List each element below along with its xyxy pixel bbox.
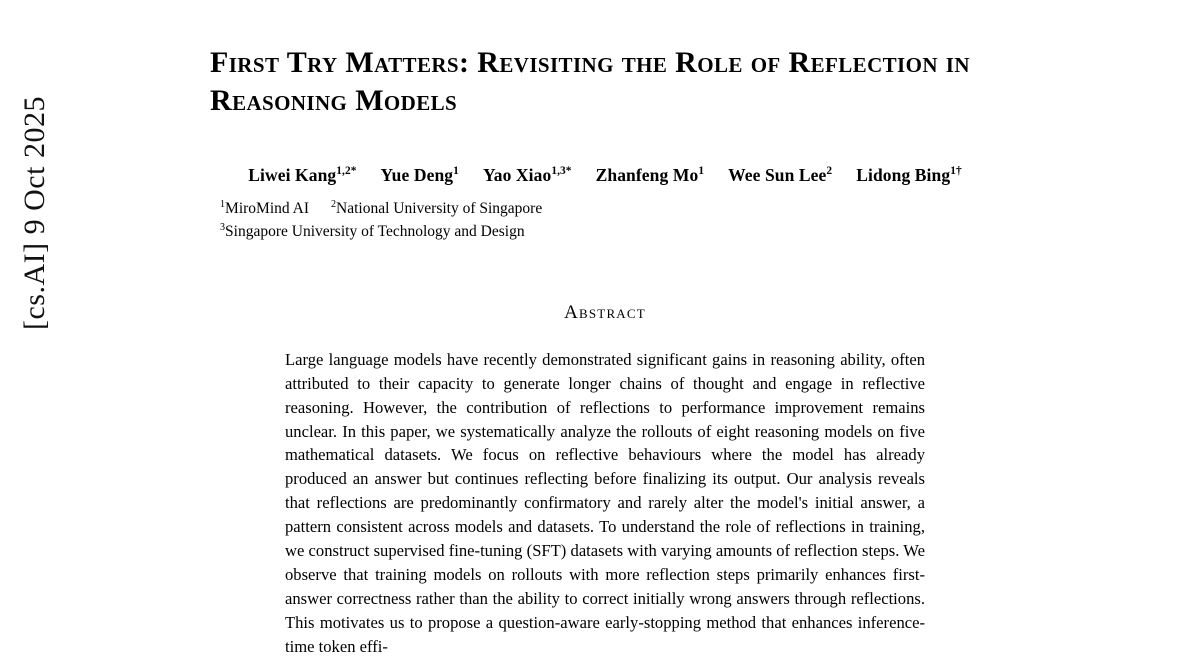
author-affil-marks: 1 [453,164,459,177]
author-name: Lidong Bing [856,164,951,185]
author-entry [728,165,832,186]
author-affil-marks: 2 [826,164,833,177]
author-name: Liwei Kang [248,164,337,185]
affiliation-mark: 2 [331,198,337,210]
author-entry [856,165,962,186]
affiliation-mark: 1 [220,198,226,210]
author-affil-marks: 1,3* [551,164,572,177]
arxiv-stamp: [cs.AI] 9 Oct 2025 [18,96,51,330]
affiliation-entry [220,220,525,243]
author-name: Zhanfeng Mo [595,164,699,185]
affiliation-entry [220,197,309,220]
author-entry [248,165,356,186]
author-affil-marks: 1,2* [336,164,357,177]
abstract-text: Large language models have recently demonstrated significant gains in reasoning ability, often attributed to their capacity to generate longer chains of thought and engage in reflective reasoning. However, the contribution of reflections to performance improvement remains unclear. In this paper, we systematically analyze the rollouts of eight reasoning models on five mathematical datasets. We focus on reflective behaviours where the model has already produced an answer but continues reflecting before finalizing its output. Our analysis reveals that reflections are predominantly confirmatory and rarely alter the model's initial answer, a pattern consistent across models and datasets. To understand the role of reflections in training, we construct supervised fine-tuning (SFT) datasets with varying amounts of reflection steps. We observe that training models on rollouts with more reflection steps primarily enhances first-answer correctness rather than the ability to correct initially wrong answers through reflections. This motivates us to propose a question-aware early-stopping method that enhances inference-time token effi- [285,349,925,657]
affiliation-line [220,197,1000,220]
abstract-heading: Abstract [564,301,646,323]
affiliation-name: MiroMind AI [225,199,309,217]
author-name: Yao Xiao [482,164,552,185]
affiliation-name: Singapore University of Technology and Design [225,223,525,241]
affiliation-name: National University of Singapore [336,199,543,217]
author-entry [483,165,572,186]
page-title: First Try Matters: Revisiting the Role of Reflection in Reasoning Models [210,46,970,118]
author-entry [381,165,459,186]
author-name: Yue Deng [380,164,454,185]
author-affil-marks: 1 [698,164,705,177]
author-list [210,165,1000,186]
affiliation-mark: 3 [220,222,226,234]
affiliation-entry [331,197,542,220]
author-affil-marks: 1† [950,164,962,177]
paper-content-column [210,0,1000,659]
affiliation-line [220,220,1000,243]
author-entry [596,165,705,186]
author-name: Wee Sun Lee [728,164,827,185]
affiliation-list [220,197,1000,244]
